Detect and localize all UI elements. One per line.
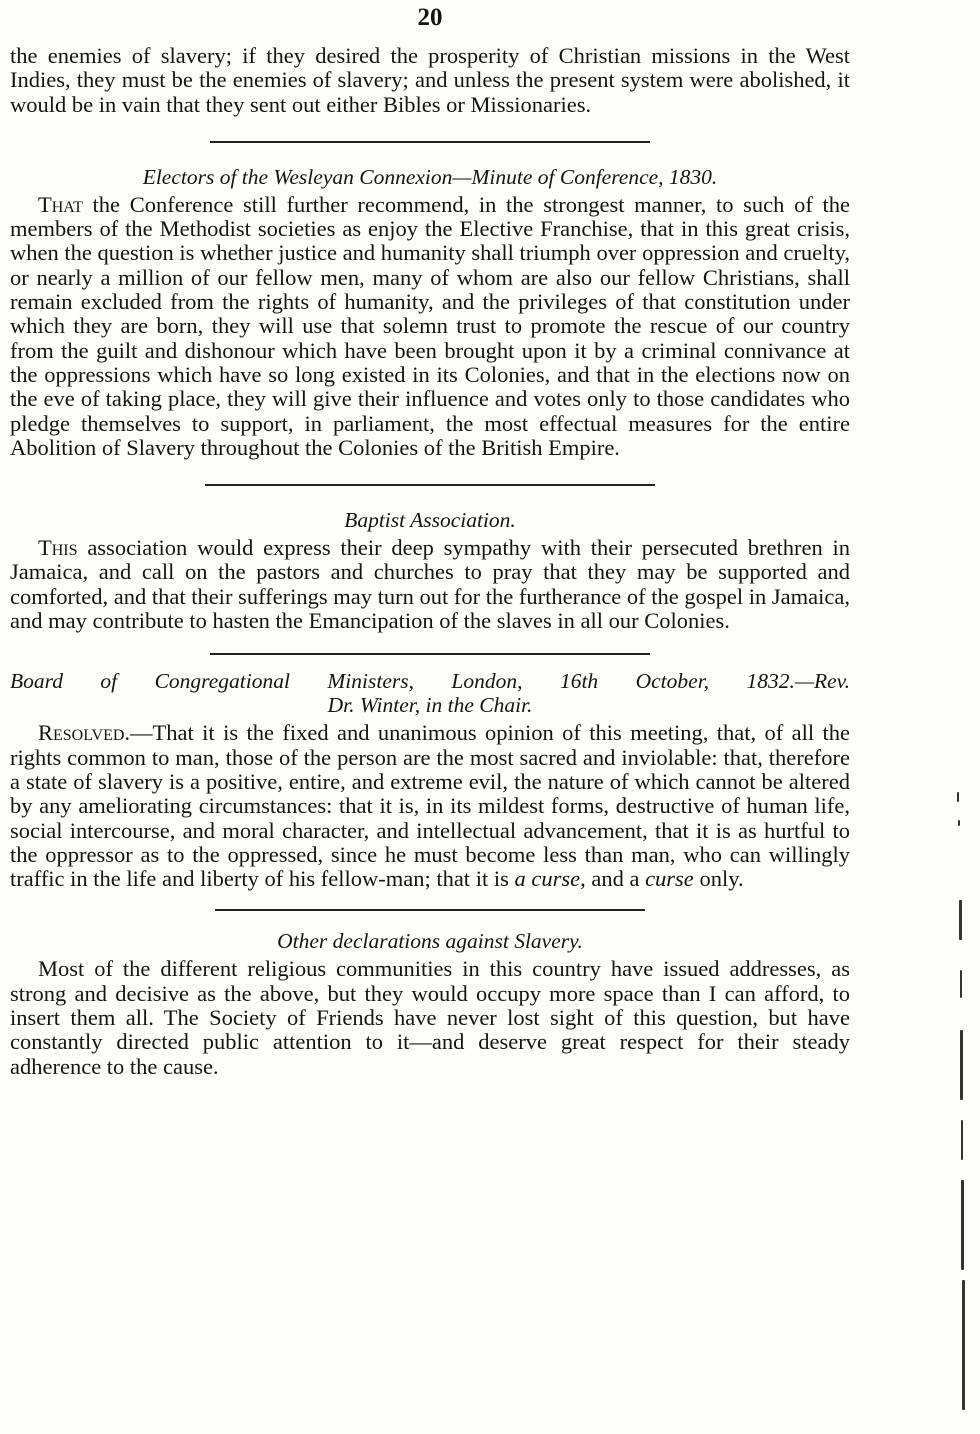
congregational-emphasis-2: curse: [645, 866, 694, 892]
wesleyan-lead: That: [38, 191, 83, 217]
wesleyan-paragraph: [10, 193, 850, 460]
opening-paragraph: the enemies of slavery; if they desired the prosperity of Christian missions in the West Indies, they must be the enemies of slavery; and unless the present system were abolished, it would be in vain that they sent out either Bibles or Missionaries.: [10, 43, 850, 117]
congregational-middle: and a: [585, 866, 646, 892]
edge-speck: [957, 792, 959, 802]
page-number: 20: [417, 4, 443, 31]
edge-speck: [962, 1280, 965, 1410]
edge-speck: [961, 1120, 963, 1160]
congregational-emphasis-1: a curse,: [514, 866, 586, 892]
section-divider: [210, 141, 650, 143]
congregational-heading-line2: Dr. Winter, in the Chair.: [327, 693, 533, 718]
edge-speck: [960, 970, 962, 998]
congregational-lead: Resolved.: [38, 720, 131, 746]
baptist-lead: This: [38, 535, 78, 561]
section-divider: [205, 484, 655, 486]
congregational-body-start: —That it is the fixed and unanimous opinion of this meeting, that, of all the rights common to man, those of the person are the most sacred and inviolable: that, therefore a state of slavery is a positive, entire, and extreme evil, the nature of which cannot be altered by any ameliorating circumstances: that it is, in its mildest forms, destructive of human life, social intercourse, and moral character, and intellectual advancement, that it is as hurtful to the oppressor as to the oppressed, since he must become less than man, who can willingly traffic in the life and liberty of his fellow-man; that it is: [10, 720, 850, 892]
other-heading: Other declarations against Slavery.: [277, 929, 583, 954]
baptist-body: association would express their deep sympathy with their persecuted brethren in Jamaica, and call on the pastors and churches to pray that they may be supported and comforted, and that their sufferings may turn out for the furtherance of the gospel in Jamaica, and may contribute to hasten the Emancipation of the slaves in all our Colonies.: [10, 535, 850, 634]
congregational-heading-line1: Board of Congregational Ministers, London, 16th October, 1832.—Rev.: [10, 669, 850, 694]
congregational-heading: [10, 669, 850, 717]
wesleyan-body: the Conference still further recommend, in the strongest manner, to such of the members of the Methodist societies as enjoy the Elective Franchise, that in this great crisis, when the question is whether justice and humanity shall triumph over oppression and cruelty, or nearly a million of our fellow men, many of whom are also our fellow Christians, shall remain excluded from the rights of humanity, and the privileges of that constitution under which they are born, they will use that solemn trust to promote the rescue of our country from the guilt and dishonour which have been brought upon it by a criminal connivance at the oppressions which have so long existed in its Colonies, and that in the elections now on the eve of taking place, they will give their influence and votes only to those candidates who pledge themselves to support, in parliament, the most effectual measures for the entire Abolition of Slavery throughout the Colonies of the British Empire.: [10, 191, 850, 460]
page-edge-specks: [955, 780, 967, 1420]
section-divider: [215, 909, 645, 911]
wesleyan-heading: Electors of the Wesleyan Connexion—Minute of Conference, 1830.: [142, 164, 718, 189]
document-page: [10, 0, 850, 1079]
congregational-body-end: only.: [693, 866, 744, 892]
baptist-heading: Baptist Association.: [344, 508, 516, 533]
edge-speck: [958, 820, 960, 826]
edge-speck: [961, 1180, 964, 1270]
other-paragraph: Most of the different religious communities in this country have issued addresses, as strong and decisive as the above, but they would occupy more space than I can afford, to insert them all. The Society of Friends have never lost sight of this question, but have constantly directed public attention to it—and deserve great respect for their steady adherence to the cause.: [10, 956, 850, 1079]
congregational-paragraph: [10, 721, 850, 891]
baptist-paragraph: [10, 536, 850, 633]
edge-speck: [959, 900, 962, 940]
section-divider: [210, 653, 650, 655]
edge-speck: [960, 1030, 963, 1100]
